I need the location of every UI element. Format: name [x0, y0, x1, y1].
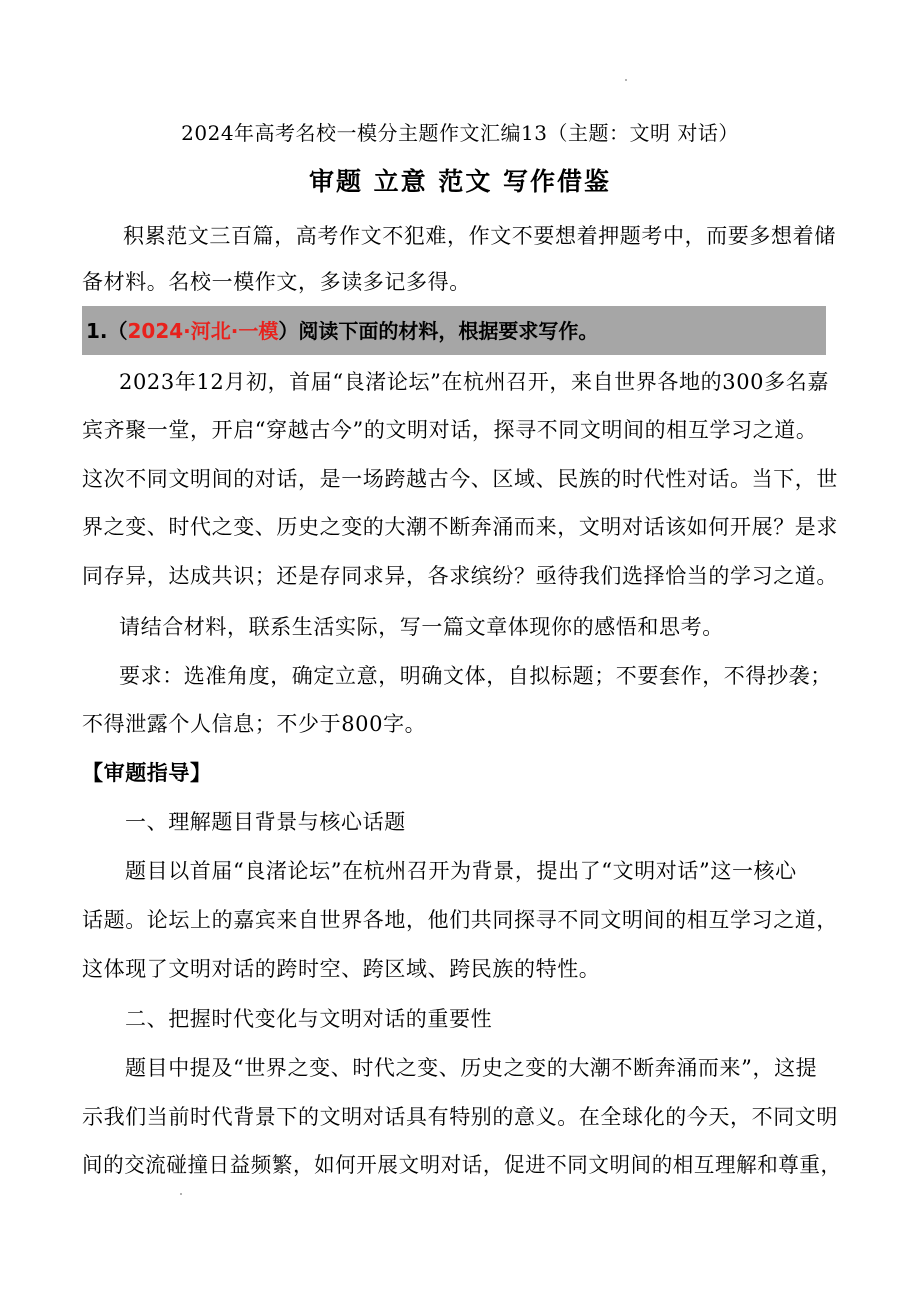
guide-section2-title: 二、把握时代变化与文明对话的重要性 — [125, 1007, 493, 1031]
intro-line-1: 积累范文三百篇，高考作文不犯难，作文不要想着押题考中，而要多想着储 — [123, 224, 836, 248]
guide-section1-title: 一、理解题目背景与核心话题 — [125, 810, 406, 834]
guide-label: 【审题指导】 — [82, 761, 212, 785]
material-line-3: 这次不同文明间的对话，是一场跨越古今、区域、民族的时代性对话。当下，世 — [82, 467, 838, 491]
scan-dot-bottom — [180, 1193, 182, 1195]
question-open-paren: （ — [107, 319, 128, 343]
requirements-line-1: 要求：选准角度，确定立意，明确文体，自拟标题；不要套作，不得抄袭； — [119, 664, 832, 688]
scan-dot-top — [625, 79, 627, 81]
material-line-2: 宾齐聚一堂，开启“穿越古今”的文明对话，探寻不同文明间的相互学习之道。 — [82, 418, 818, 442]
document-subtitle: 2024年高考名校一模分主题作文汇编13（主题：文明 对话） — [181, 121, 739, 145]
question-close-paren: ） — [278, 319, 299, 343]
question-prompt: 阅读下面的材料，根据要求写作。 — [298, 319, 599, 343]
intro-line-2: 备材料。名校一模作文，多读多记多得。 — [82, 270, 471, 294]
document-title: 审题 立意 范文 写作借鉴 — [308, 167, 612, 196]
requirements-line-2: 不得泄露个人信息；不少于800字。 — [82, 712, 427, 736]
material-line-1: 2023年12月初，首届“良渚论坛”在杭州召开，来自世界各地的300多名嘉 — [119, 370, 829, 394]
guide-section1-line-3: 这体现了文明对话的跨时空、跨区域、跨民族的特性。 — [82, 957, 601, 981]
question-number: 1. — [86, 319, 108, 343]
material-line-4: 界之变、时代之变、历史之变的大潮不断奔涌而来，文明对话该如何开展？是求 — [82, 515, 838, 539]
material-line-5: 同存异，达成共识；还是存同求异，各求缤纷？亟待我们选择恰当的学习之道。 — [82, 564, 838, 588]
guide-section1-line-2: 话题。论坛上的嘉宾来自世界各地，他们共同探寻不同文明间的相互学习之道， — [82, 908, 838, 932]
guide-section2-line-2: 示我们当前时代背景下的文明对话具有特别的意义。在全球化的今天，不同文明 — [82, 1105, 838, 1129]
guide-section2-line-1: 题目中提及“世界之变、时代之变、历史之变的大潮不断奔涌而来”，这提 — [125, 1056, 818, 1080]
guide-section2-line-3: 间的交流碰撞日益频繁，如何开展文明对话，促进不同文明间的相互理解和尊重， — [82, 1153, 842, 1177]
guide-section1-line-1: 题目以首届“良渚论坛”在杭州召开为背景，提出了“文明对话”这一核心 — [125, 859, 797, 883]
instruction-line: 请结合材料，联系生活实际，写一篇文章体现你的感悟和思考。 — [119, 615, 724, 639]
question-source: 2024·河北·一模 — [127, 319, 279, 343]
question-header — [86, 316, 598, 346]
